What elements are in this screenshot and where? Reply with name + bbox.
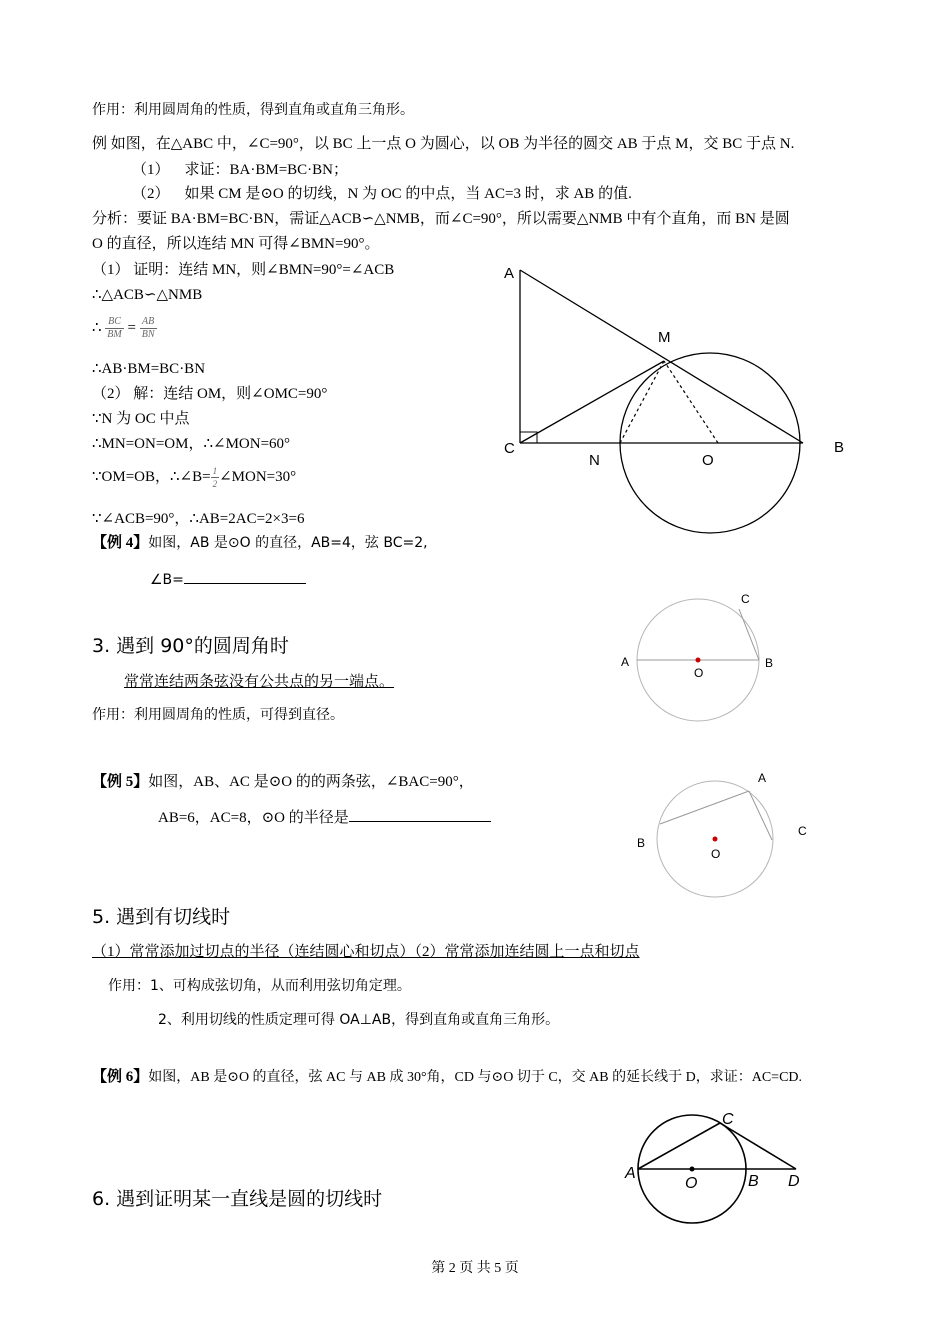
- solution-line-5: （2） 解：连结 OM，则∠OMC=90°: [92, 386, 328, 402]
- section-5-title: 5. 遇到有切线时: [92, 906, 231, 928]
- question-1-number: （1）: [132, 162, 170, 178]
- fraction-one-half: [211, 465, 220, 490]
- solution-line-8-start: ∵OM=OB，∴∠B=: [92, 469, 211, 485]
- zuoyong-line-1: 作用：利用圆周角的性质，得到直角或直角三角形。: [92, 102, 414, 118]
- solution-line-4: ∴AB·BM=BC·BN: [92, 361, 206, 377]
- fig4-center-dot: [690, 1167, 695, 1172]
- fig2-label-b: B: [765, 656, 774, 670]
- solution-line-6: ∵N 为 OC 中点: [92, 411, 190, 427]
- fraction-ab-bn-denominator: BN: [141, 329, 155, 341]
- fig2-center-dot: [696, 658, 701, 663]
- fig2-label-a: A: [621, 655, 630, 669]
- example-5-answer-blank: [349, 806, 491, 822]
- question-1: [132, 160, 348, 180]
- analysis-line-2: O 的直径，所以连结 MN 可得∠BMN=90°。: [92, 236, 380, 252]
- fig4-label-d: D: [788, 1173, 800, 1190]
- figure-circle-chords-ab-ac: [624, 762, 824, 902]
- fig3-label-a: A: [758, 771, 767, 785]
- example-4-text: 如图，AB 是⊙O 的直径，AB=4，弦 BC=2,: [148, 535, 428, 551]
- fraction-one-half-numerator: 1: [212, 466, 218, 477]
- example-4-angle-b: ∠B=: [150, 572, 184, 588]
- example-6-line: [92, 1067, 802, 1088]
- example-5-text: 如图，AB、AC 是⊙O 的的两条弦，∠BAC=90°，: [148, 774, 474, 790]
- fig2-label-o: O: [694, 666, 704, 680]
- fig2-chord-bc: [739, 609, 759, 660]
- example-5-given: AB=6，AC=8，⊙O 的半径是: [158, 810, 349, 826]
- solution-line-2: ∴△ACB∽△NMB: [92, 287, 203, 303]
- solution-line-8-end: ∠MON=30°: [219, 469, 297, 485]
- example-intro: 例 如图，在△ABC 中，∠C=90°，以 BC 上一点 O 为圆心，以 OB 为半径的圆交 AB 于点 M，交 BC 于点 N.: [92, 136, 795, 152]
- fig1-label-a: A: [504, 265, 515, 282]
- fraction-equals: =: [127, 320, 136, 336]
- figure-triangle-circle: [490, 255, 860, 540]
- question-2: [132, 184, 632, 204]
- example-6-text: 如图，AB 是⊙O 的直径，弦 AC 与 AB 成 30°角，CD 与⊙O 切于 C，交 AB 的延长线于 D，求证：AC=CD.: [148, 1070, 803, 1085]
- fig2-label-c: C: [741, 592, 750, 606]
- example-6-tag: 【例 6】: [92, 1069, 149, 1085]
- solution-line-7: ∴MN=ON=OM，∴∠MON=60°: [92, 436, 291, 452]
- section-5-zuoyong-2: 2、利用切线的性质定理可得 OA⊥AB，得到直角或直角三角形。: [158, 1012, 560, 1028]
- fig1-label-n: N: [589, 452, 600, 469]
- fig1-segment-om: [664, 361, 718, 443]
- fig4-label-b: B: [748, 1173, 759, 1190]
- fig3-label-c: C: [798, 824, 807, 838]
- section-3-tip: 常常连结两条弦没有公共点的另一端点。: [124, 674, 395, 690]
- solution-line-9: ∵∠ACB=90°，∴AB=2AC=2×3=6: [92, 511, 305, 527]
- fig4-label-o: O: [685, 1175, 698, 1192]
- question-2-text: 如果 CM 是⊙O 的切线，N 为 OC 的中点，当 AC=3 时，求 AB 的值.: [184, 186, 632, 202]
- fraction-bc-bm-denominator: BM: [107, 329, 122, 341]
- page-footer: 第 2 页 共 5 页: [431, 1261, 519, 1276]
- fig4-chord-ac: [638, 1123, 720, 1169]
- fig1-label-m: M: [658, 329, 671, 346]
- example-4-line: [92, 533, 428, 553]
- example-4-tag: 【例 4】: [92, 535, 149, 551]
- fraction-ab-bn: [140, 316, 157, 341]
- fig3-label-b: B: [637, 836, 646, 850]
- fig3-label-o: O: [711, 847, 721, 861]
- fig3-chord-ab: [660, 791, 749, 824]
- fig1-segment-cm: [520, 361, 664, 443]
- fig4-label-a: A: [625, 1165, 636, 1182]
- fig1-label-c: C: [504, 440, 515, 457]
- question-1-text: 求证：BA·BM=BC·BN；: [184, 162, 348, 178]
- solution-line-8: [92, 462, 296, 492]
- therefore-symbol: ∴: [92, 320, 102, 336]
- fraction-one-half-denominator: 2: [212, 479, 218, 490]
- section-3-title: 3. 遇到 90°的圆周角时: [92, 635, 289, 657]
- example-4-answer-blank: [184, 568, 306, 584]
- section-5-tip: （1）常常添加过切点的半径（连结圆心和切点）（2）常常添加连结圆上一点和切点: [92, 944, 640, 960]
- example-5-tag: 【例 5】: [92, 774, 149, 790]
- fig4-tangent-cd: [720, 1123, 796, 1169]
- solution-line-3: [92, 314, 157, 342]
- fraction-ab-bn-numerator: AB: [140, 316, 157, 329]
- figure-circle-chord-bc: [612, 585, 802, 725]
- example-5-line: [92, 772, 474, 792]
- question-2-number: （2）: [132, 186, 170, 202]
- section-5-zuoyong-1: 作用：1、可构成弦切角，从而利用弦切角定理。: [108, 978, 411, 994]
- fig3-center-dot: [713, 837, 718, 842]
- fig1-label-b: B: [834, 439, 845, 456]
- fraction-bc-bm-numerator: BC: [105, 316, 123, 329]
- fig1-side-ab: [520, 270, 803, 443]
- analysis-line-1: 分析：要证 BA·BM=BC·BN，需证△ACB∽△NMB，而∠C=90°，所以需要△NMB 中有个直角，而 BN 是圆: [92, 211, 790, 227]
- section-3-zuoyong: 作用：利用圆周角的性质，可得到直径。: [92, 707, 344, 723]
- fraction-bc-bm: [105, 316, 123, 341]
- section-6-title: 6. 遇到证明某一直线是圆的切线时: [92, 1188, 383, 1210]
- example-5-question: [158, 806, 491, 828]
- fig1-label-o: O: [702, 452, 714, 469]
- solution-line-1: （1） 证明：连结 MN，则∠BMN=90°=∠ACB: [92, 262, 395, 278]
- figure-tangent-cd: [620, 1108, 820, 1228]
- fig4-label-c: C: [722, 1111, 734, 1128]
- example-4-question: [150, 568, 306, 590]
